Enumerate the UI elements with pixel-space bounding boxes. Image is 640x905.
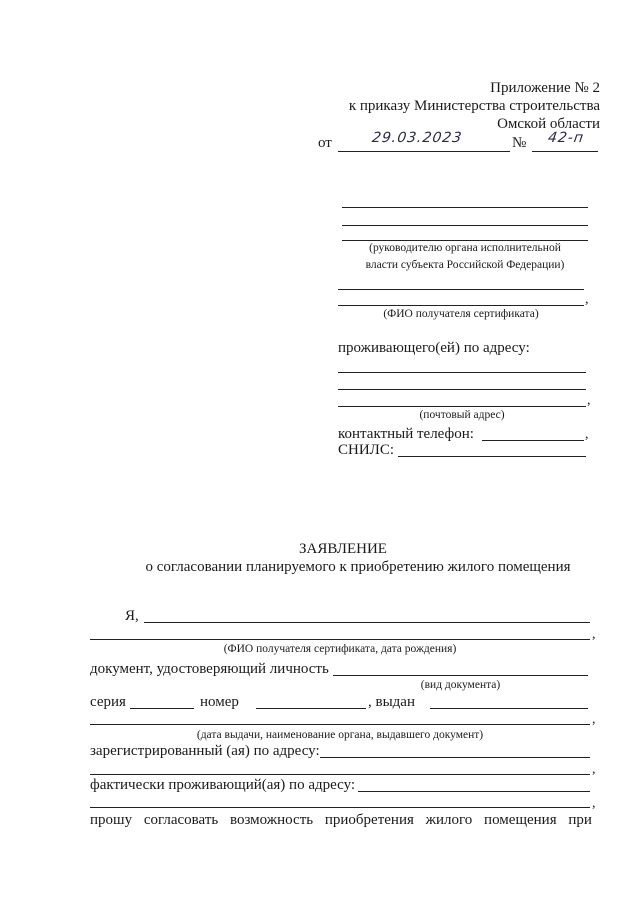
request-word: помещения <box>484 812 557 828</box>
request-word: возможность <box>229 812 314 828</box>
address-line-2 <box>338 389 586 390</box>
id-doc-line <box>333 675 588 676</box>
address-line-3 <box>338 406 586 407</box>
actual-line-2 <box>90 807 590 808</box>
appendix-number: Приложение № 2 <box>490 80 600 96</box>
number-label: № <box>512 135 527 151</box>
fio-dob-line-1 <box>144 622 590 623</box>
i-label: Я, <box>125 608 139 624</box>
issued-line <box>430 708 588 709</box>
request-word: прошу <box>90 812 133 828</box>
doc-type-caption: (вид документа) <box>420 679 501 691</box>
number-field-label: номер <box>200 694 239 710</box>
postal-caption: (почтовый адрес) <box>419 409 505 421</box>
issued-label: , выдан <box>368 694 415 710</box>
address-comma: , <box>587 393 591 408</box>
issued-comma: , <box>592 712 596 727</box>
head-caption-2: власти субъекта Российской Федерации) <box>365 259 565 271</box>
from-label: от <box>318 135 332 151</box>
statement-subtitle: о согласовании планируемого к приобретению жилого помещения <box>145 559 571 575</box>
issue-caption: (дата выдачи, наименование органа, выдавшего документ) <box>196 729 484 741</box>
series-label: серия <box>90 694 126 710</box>
addressee-line-1 <box>342 207 588 208</box>
fio-comma: , <box>585 292 589 307</box>
request-word: приобретения <box>324 812 414 828</box>
issued-line-2 <box>90 724 590 725</box>
fio-line-2 <box>338 305 584 306</box>
registered-comma: , <box>592 762 596 777</box>
handwritten-number: 42-п <box>546 130 586 146</box>
snils-label: СНИЛС: <box>338 442 395 458</box>
region-name: Омской области <box>497 116 600 132</box>
actual-comma: , <box>592 796 596 811</box>
series-line <box>130 708 194 709</box>
statement-title: ЗАЯВЛЕНИЕ <box>299 541 387 557</box>
phone-line <box>482 440 584 441</box>
phone-comma: , <box>585 427 589 442</box>
fio-line-1 <box>338 289 584 290</box>
request-word: при <box>568 812 592 828</box>
handwritten-date: 29.03.2023 <box>370 130 464 146</box>
order-reference: к приказу Министерства строительства <box>348 98 600 114</box>
registered-line-1 <box>320 757 590 758</box>
fio-dob-caption: (ФИО получателя сертификата, дата рождения) <box>223 643 457 655</box>
address-line-1 <box>338 372 586 373</box>
addressee-line-3 <box>342 240 588 241</box>
number-field-line <box>256 708 366 709</box>
head-caption-1: (руководителю органа исполнительной <box>369 242 561 254</box>
actual-label: фактически проживающий(ая) по адресу: <box>90 777 356 793</box>
addressee-line-2 <box>342 225 588 226</box>
number-line <box>532 151 598 152</box>
fio-caption: (ФИО получателя сертификата) <box>383 308 539 320</box>
request-word: согласовать <box>143 812 219 828</box>
request-word: жилого <box>425 812 473 828</box>
registered-label: зарегистрированный (ая) по адресу: <box>90 743 320 759</box>
actual-line-1 <box>358 791 590 792</box>
fio-dob-line-2 <box>90 639 590 640</box>
phone-label: контактный телефон: <box>338 426 474 442</box>
request-line <box>90 812 592 829</box>
residing-label: проживающего(ей) по адресу: <box>338 340 530 356</box>
id-doc-label: документ, удостоверяющий личность <box>90 661 329 677</box>
date-line <box>338 151 510 152</box>
registered-line-2 <box>90 774 590 775</box>
snils-line <box>398 456 586 457</box>
fio-dob-comma: , <box>592 627 596 642</box>
